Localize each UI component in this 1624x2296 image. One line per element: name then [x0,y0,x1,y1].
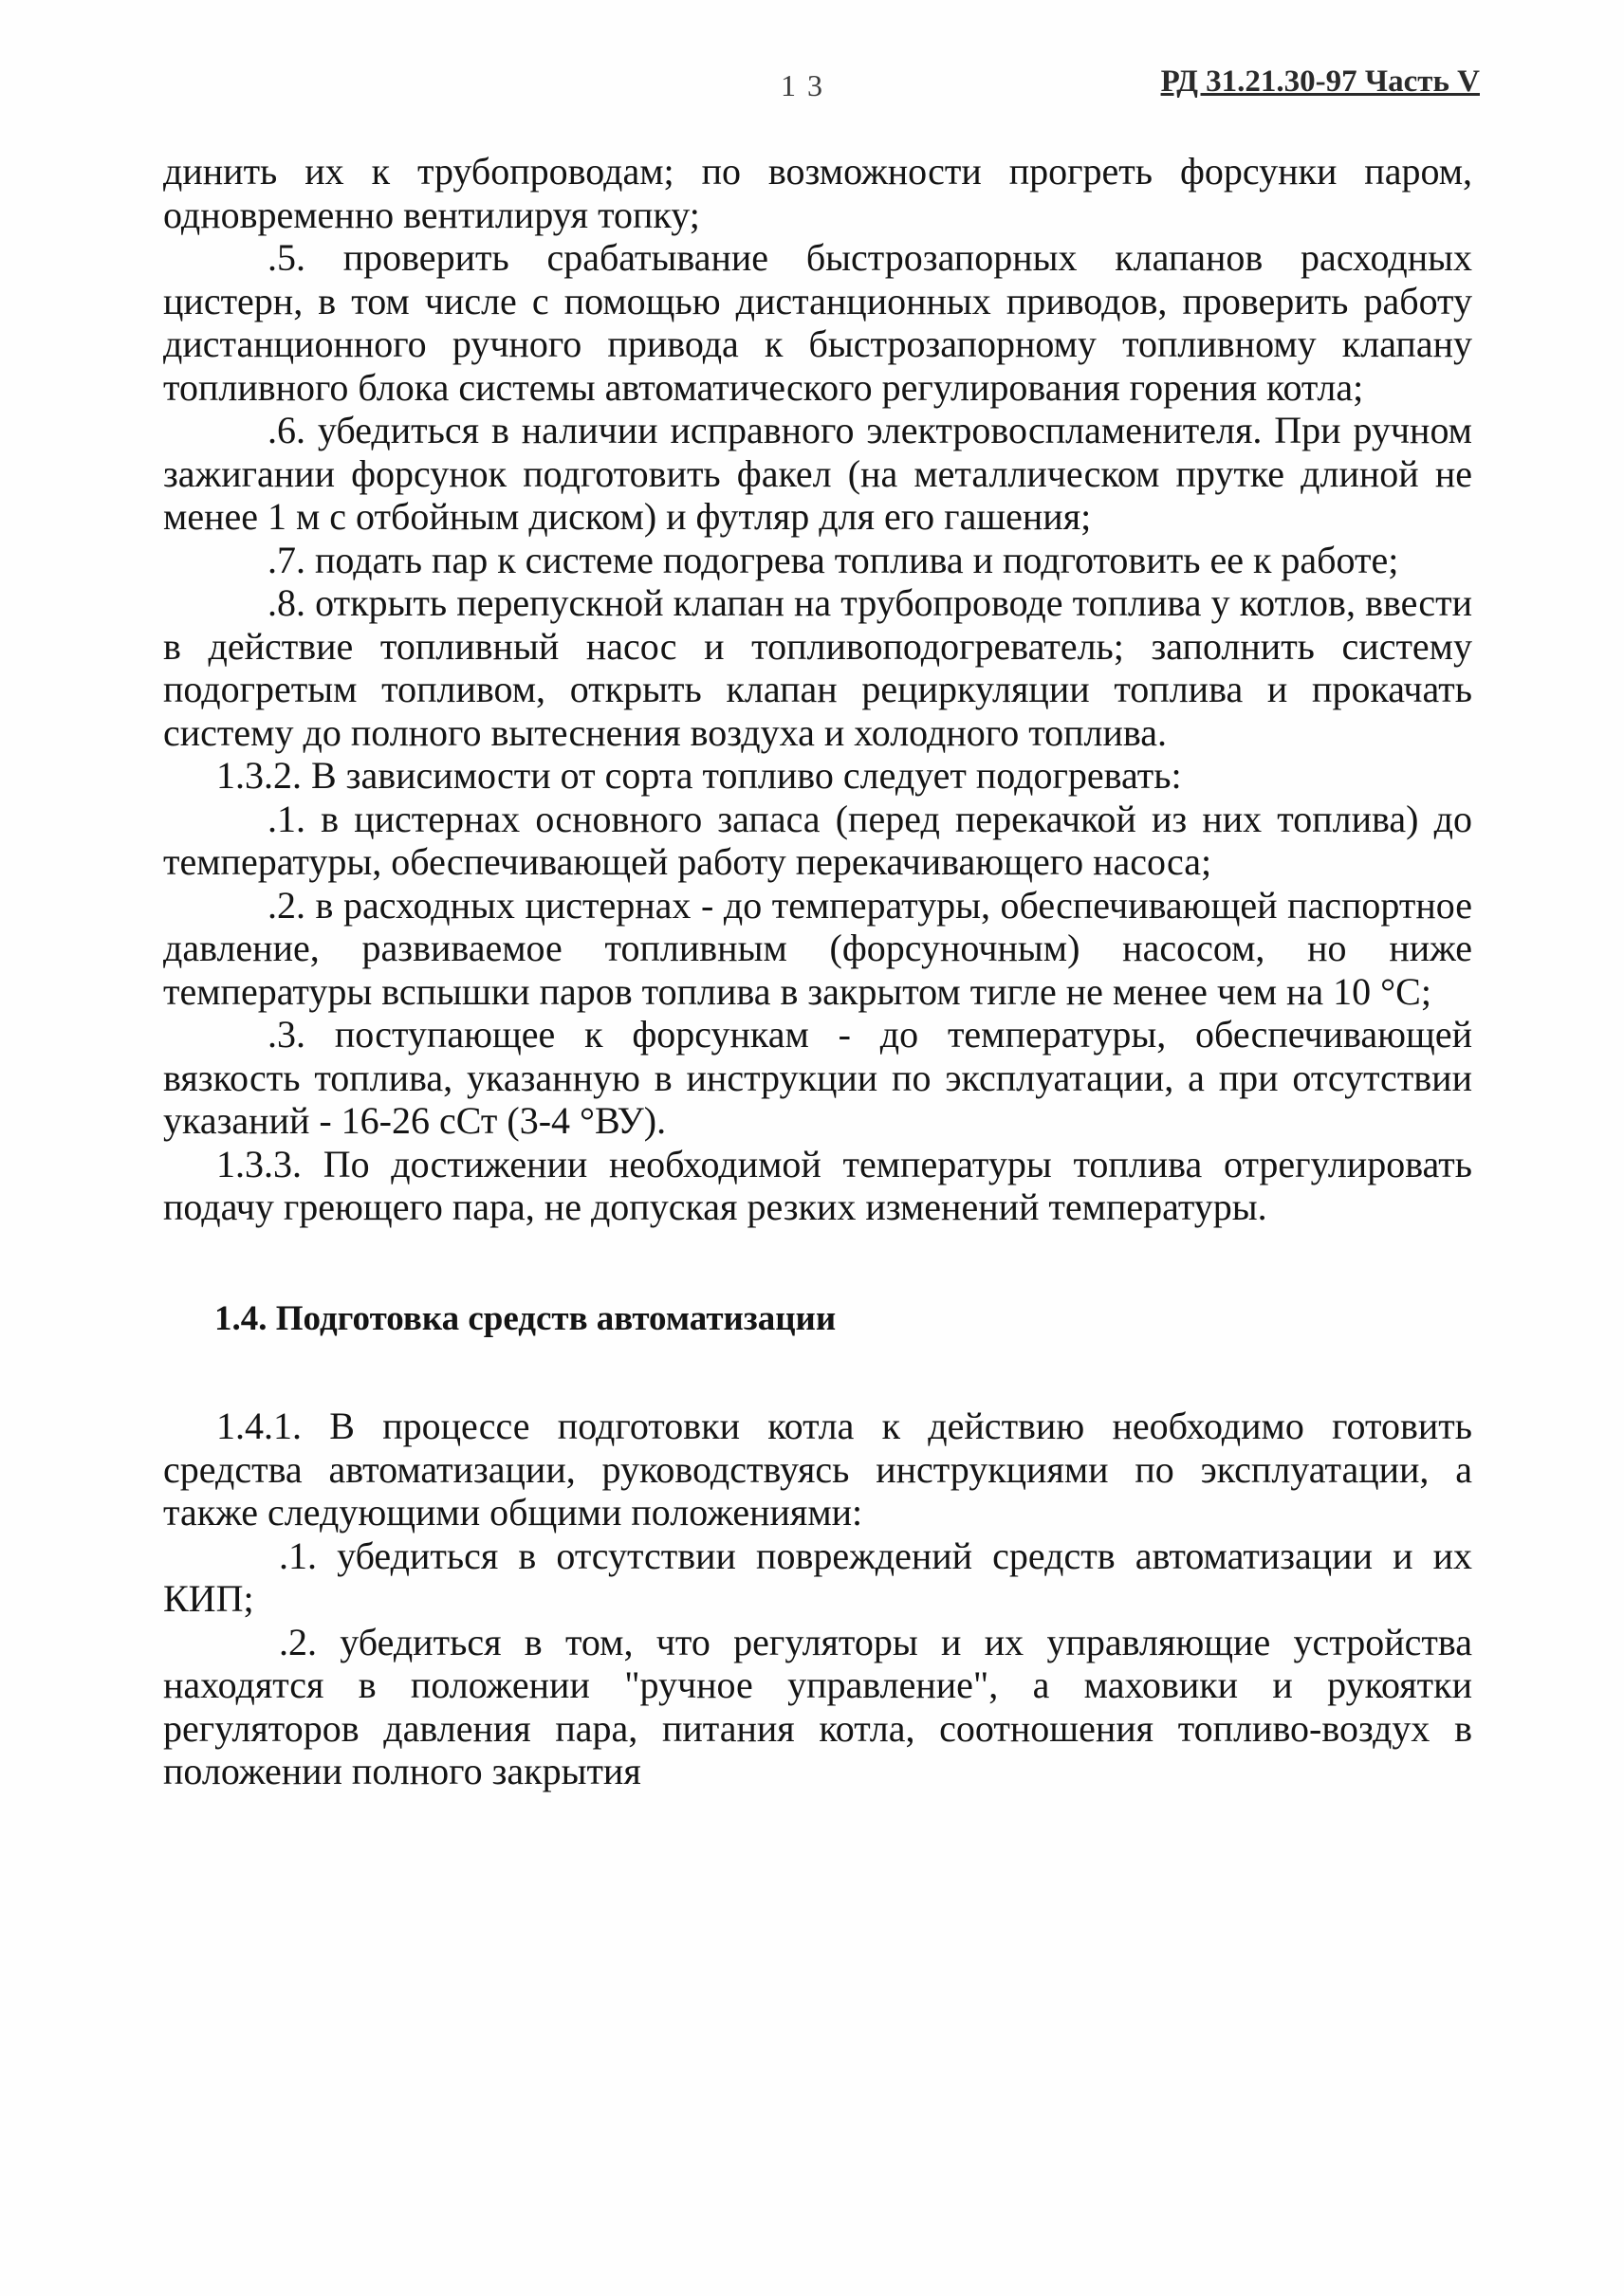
paragraph: 1.4.1. В процессе подготовки котла к действию необходимо готовить средства автоматизации, руководствуясь инструкциями по эксплуатации, а также следующими общими положениями: [163,1405,1472,1534]
page-number: 1 3 [781,68,824,102]
paragraph: .1. в цистернах основного запаса (перед перекачкой из них топлива) до температуры, обеспечивающей работу перекачивающего насоса; [163,797,1472,883]
paragraph: .2. убедиться в том, что регуляторы и их управляющие устройства находятся в положении "ручное управление", а маховики и рукоятки регуляторов давления пара, питания котла, соотношения топливо-воздух в положении полного закрытия [163,1620,1472,1792]
paragraph: .5. проверить срабатывание быстрозапорных клапанов расходных цистерн, в том числе с помощью дистанционных приводов, проверить работу дистанционного ручного привода к быстрозапорному топливному клапану топливного блока системы автоматического регулирования горения котла; [163,236,1472,409]
paragraph: 1.3.3. По достижении необходимой температуры топлива отрегулировать подачу греющего пара, не допуская резких изменений температуры. [163,1142,1472,1228]
paragraph: .2. в расходных цистернах - до температуры, обеспечивающей паспортное давление, развиваемое топливным (форсуночным) насосом, но ниже температуры вспышки паров топлива в закрытом тигле не менее чем на 10 °С; [163,883,1472,1013]
paragraph: .6. убедиться в наличии исправного электровоспламенителя. При ручном зажигании форсунок подготовить факел (на металлическом прутке длиной не менее 1 м с отбойным диском) и футляр для его гашения; [163,409,1472,538]
document-body [163,150,1472,1793]
paragraph: .1. убедиться в отсутствии повреждений средств автоматизации и их КИП; [163,1534,1472,1620]
paragraph: 1.3.2. В зависимости от сорта топливо следует подогревать: [216,754,1182,797]
paragraph: .3. поступающее к форсункам - до температуры, обеспечивающей вязкость топлива, указанную в инструкции по эксплуатации, а при отсутствии указаний - 16-26 сСт (3-4 °ВУ). [163,1013,1472,1142]
section-heading: 1.4. Подготовка средств автоматизации [214,1298,837,1338]
paragraph: .8. открыть перепускной клапан на трубопроводе топлива у котлов, ввести в действие топливный насос и топливоподогреватель; заполнить систему подогретым топливом, открыть клапан рециркуляции топлива и прокачать систему до полного вытеснения воздуха и холодного топлива. [163,581,1472,754]
paragraph: динить их к трубопроводам; по возможности прогреть форсунки паром, одновременно вентилируя топку; [163,150,1472,236]
document-reference-header: РД 31.21.30-97 Часть V [1160,64,1480,99]
paragraph: .7. подать пар к системе подогрева топлива и подготовить ее к работе; [268,538,1399,581]
